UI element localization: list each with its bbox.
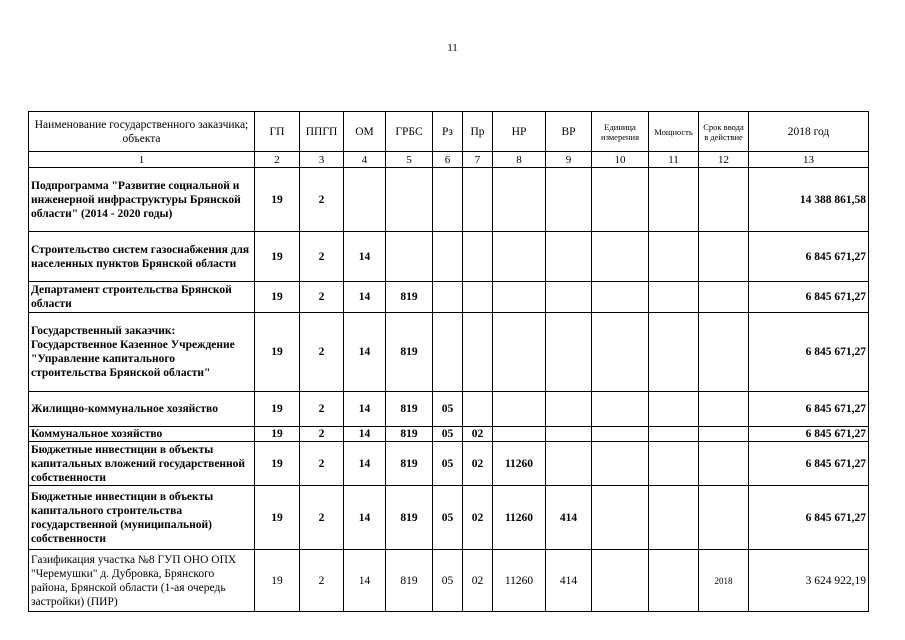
table-row: [29, 232, 869, 282]
row-pr: [463, 313, 493, 392]
row-amount: 6 845 671,27: [749, 442, 869, 486]
row-unit: [592, 232, 649, 282]
row-om: 14: [344, 282, 386, 313]
row-power: [649, 442, 699, 486]
col-header-pr: Пр: [463, 112, 493, 152]
row-unit: [592, 392, 649, 427]
row-pr: 02: [463, 550, 493, 612]
row-ppgp: 2: [300, 442, 344, 486]
row-power: [649, 232, 699, 282]
row-unit: [592, 168, 649, 232]
row-rz: [433, 282, 463, 313]
row-om: 14: [344, 550, 386, 612]
row-ppgp: 2: [300, 427, 344, 442]
row-vr: [546, 282, 592, 313]
row-vr: [546, 168, 592, 232]
column-number: 2: [255, 152, 300, 168]
row-ppgp: 2: [300, 313, 344, 392]
row-pr: [463, 168, 493, 232]
row-ppgp: 2: [300, 486, 344, 550]
row-term: [699, 392, 749, 427]
row-power: [649, 313, 699, 392]
row-nr: [493, 232, 546, 282]
row-grbs: 819: [386, 313, 433, 392]
row-grbs: 819: [386, 486, 433, 550]
row-ppgp: 2: [300, 550, 344, 612]
row-gp: 19: [255, 486, 300, 550]
col-header-amount: 2018 год: [749, 112, 869, 152]
table-row: [29, 392, 869, 427]
row-om: 14: [344, 442, 386, 486]
column-number: 13: [749, 152, 869, 168]
row-unit: [592, 313, 649, 392]
row-power: [649, 392, 699, 427]
col-header-ppgp: ППГП: [300, 112, 344, 152]
row-name: Государственный заказчик: Государственное Казенное Учреждение "Управление капитального строительства Брянской области": [29, 313, 255, 392]
budget-table: [28, 111, 869, 612]
row-nr: [493, 392, 546, 427]
row-unit: [592, 550, 649, 612]
row-om: 14: [344, 313, 386, 392]
table-row: [29, 313, 869, 392]
row-rz: [433, 232, 463, 282]
row-vr: [546, 392, 592, 427]
row-amount: 14 388 861,58: [749, 168, 869, 232]
row-vr: 414: [546, 486, 592, 550]
column-number-row: [29, 152, 869, 168]
row-unit: [592, 442, 649, 486]
table-row: [29, 168, 869, 232]
page-number: 11: [447, 42, 458, 54]
col-header-term: Срок ввода в действие: [699, 112, 749, 152]
row-name: Жилищно-коммунальное хозяйство: [29, 392, 255, 427]
row-grbs: 819: [386, 442, 433, 486]
row-term: [699, 313, 749, 392]
row-name: Строительство систем газоснабжения для населенных пунктов Брянской области: [29, 232, 255, 282]
row-gp: 19: [255, 282, 300, 313]
row-term: [699, 486, 749, 550]
row-amount: 6 845 671,27: [749, 232, 869, 282]
row-amount: 6 845 671,27: [749, 486, 869, 550]
row-grbs: 819: [386, 282, 433, 313]
col-header-om: ОМ: [344, 112, 386, 152]
row-name: Бюджетные инвестиции в объекты капитальных вложений государственной собственности: [29, 442, 255, 486]
row-nr: [493, 427, 546, 442]
column-number: 8: [493, 152, 546, 168]
row-power: [649, 486, 699, 550]
column-number: 10: [592, 152, 649, 168]
row-power: [649, 550, 699, 612]
row-pr: 02: [463, 442, 493, 486]
row-nr: [493, 282, 546, 313]
row-gp: 19: [255, 427, 300, 442]
row-term: [699, 442, 749, 486]
row-grbs: 819: [386, 392, 433, 427]
row-ppgp: 2: [300, 392, 344, 427]
column-number: 9: [546, 152, 592, 168]
row-power: [649, 168, 699, 232]
row-amount: 6 845 671,27: [749, 313, 869, 392]
row-pr: 02: [463, 427, 493, 442]
row-amount: 6 845 671,27: [749, 392, 869, 427]
row-power: [649, 427, 699, 442]
row-gp: 19: [255, 442, 300, 486]
row-vr: [546, 232, 592, 282]
row-amount: 6 845 671,27: [749, 427, 869, 442]
row-amount: 6 845 671,27: [749, 282, 869, 313]
col-header-gp: ГП: [255, 112, 300, 152]
col-header-nr: НР: [493, 112, 546, 152]
row-unit: [592, 486, 649, 550]
row-term: [699, 168, 749, 232]
row-ppgp: 2: [300, 232, 344, 282]
row-term: [699, 232, 749, 282]
row-ppgp: 2: [300, 282, 344, 313]
row-rz: 05: [433, 392, 463, 427]
row-gp: 19: [255, 232, 300, 282]
row-term: [699, 282, 749, 313]
row-om: 14: [344, 232, 386, 282]
row-gp: 19: [255, 313, 300, 392]
table-row: [29, 442, 869, 486]
row-nr: 11260: [493, 550, 546, 612]
column-number: 4: [344, 152, 386, 168]
row-vr: 414: [546, 550, 592, 612]
table-row: [29, 486, 869, 550]
row-ppgp: 2: [300, 168, 344, 232]
row-vr: [546, 427, 592, 442]
row-name: Бюджетные инвестиции в объекты капитального строительства государственной (муниципальной) собственности: [29, 486, 255, 550]
row-nr: 11260: [493, 486, 546, 550]
row-gp: 19: [255, 392, 300, 427]
row-om: 14: [344, 392, 386, 427]
column-number: 7: [463, 152, 493, 168]
table-row: [29, 427, 869, 442]
col-header-name: Наименование государственного заказчика; объекта: [29, 112, 255, 152]
row-om: 14: [344, 486, 386, 550]
row-nr: 11260: [493, 442, 546, 486]
row-pr: [463, 232, 493, 282]
column-number: 5: [386, 152, 433, 168]
row-power: [649, 282, 699, 313]
column-number: 12: [699, 152, 749, 168]
row-rz: 05: [433, 486, 463, 550]
col-header-power: Мощность: [649, 112, 699, 152]
col-header-rz: Рз: [433, 112, 463, 152]
col-header-grbs: ГРБС: [386, 112, 433, 152]
row-pr: [463, 282, 493, 313]
column-number: 3: [300, 152, 344, 168]
row-name: Газификация участка №8 ГУП ОНО ОПХ "Черемушки" д. Дубровка, Брянского района, Брянской области (1-ая очередь застройки) (ПИР): [29, 550, 255, 612]
row-rz: 05: [433, 442, 463, 486]
column-number: 11: [649, 152, 699, 168]
table-row: [29, 550, 869, 612]
row-gp: 19: [255, 168, 300, 232]
row-rz: 05: [433, 550, 463, 612]
row-nr: [493, 313, 546, 392]
row-vr: [546, 442, 592, 486]
row-unit: [592, 282, 649, 313]
header-row: [29, 112, 869, 152]
row-grbs: 819: [386, 427, 433, 442]
row-gp: 19: [255, 550, 300, 612]
row-vr: [546, 313, 592, 392]
col-header-vr: ВР: [546, 112, 592, 152]
row-pr: 02: [463, 486, 493, 550]
row-rz: [433, 313, 463, 392]
column-number: 1: [29, 152, 255, 168]
row-pr: [463, 392, 493, 427]
column-number: 6: [433, 152, 463, 168]
row-name: Департамент строительства Брянской области: [29, 282, 255, 313]
row-name: Коммунальное хозяйство: [29, 427, 255, 442]
row-om: [344, 168, 386, 232]
row-grbs: [386, 232, 433, 282]
row-grbs: 819: [386, 550, 433, 612]
row-amount: 3 624 922,19: [749, 550, 869, 612]
row-rz: [433, 168, 463, 232]
row-name: Подпрограмма "Развитие социальной и инженерной инфраструктуры Брянской области" (2014 - 2020 годы): [29, 168, 255, 232]
row-rz: 05: [433, 427, 463, 442]
row-term: 2018: [699, 550, 749, 612]
table-row: [29, 282, 869, 313]
col-header-unit: Единица измерения: [592, 112, 649, 152]
row-unit: [592, 427, 649, 442]
row-nr: [493, 168, 546, 232]
row-grbs: [386, 168, 433, 232]
row-term: [699, 427, 749, 442]
row-om: 14: [344, 427, 386, 442]
